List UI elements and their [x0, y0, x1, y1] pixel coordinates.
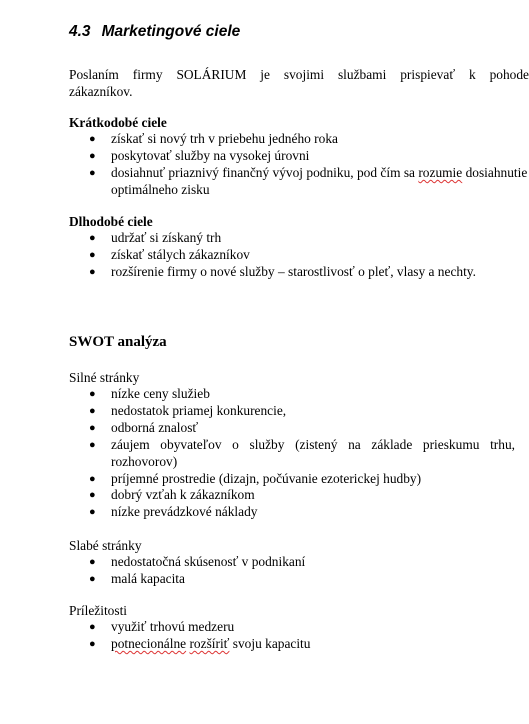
- list-item: ● získať stálych zákazníkov: [89, 246, 250, 262]
- list-item: ● potnecionálne rozšíriť svoju kapacitu: [89, 635, 311, 651]
- long-term-list: [0, 230, 476, 281]
- weaknesses-label: Slabé stránky: [69, 538, 142, 553]
- opportunities-label: Príležitosti: [69, 603, 128, 618]
- short-term-heading: Krátkodobé ciele: [69, 115, 167, 130]
- bullet-icon: ●: [89, 438, 96, 451]
- bullet-icon: ●: [89, 388, 96, 400]
- list-item: ● dosiahnuť priaznivý finančný vývoj podniku, pod čím sa rozumie dosiahnutie optimálneho zisku: [89, 164, 528, 197]
- intro-paragraph-line1: Poslaním firmy SOLÁRIUM je svojimi službami prispievať k pohode: [69, 67, 529, 82]
- list-item: ● poskytovať služby na vysokej úrovni: [89, 147, 310, 163]
- short-term-list: [0, 131, 527, 199]
- bullet-icon: ●: [89, 621, 96, 633]
- spellcheck-word: rozšíriť: [189, 635, 230, 651]
- section-number: 4.3: [69, 23, 91, 40]
- bullet-icon: ●: [89, 232, 96, 244]
- bullet-icon: ●: [89, 149, 96, 162]
- list-item: ● využiť trhovú medzeru: [89, 619, 235, 634]
- spellcheck-word: rozumie: [418, 164, 463, 180]
- long-term-heading: Dlhodobé ciele: [69, 214, 153, 229]
- list-item: ● odborná znalosť: [89, 419, 199, 435]
- list-item: ● udržať si získaný trh: [89, 230, 222, 245]
- opportunities-list: [0, 619, 310, 653]
- list-item: ● malá kapacita: [89, 570, 185, 586]
- list-item: ● záujem obyvateľov o služby (zistený na základe prieskumu trhu, rozhovorov): [89, 436, 515, 469]
- list-item: ● nedostatok priamej konkurencie,: [89, 402, 287, 418]
- bullet-icon: ●: [89, 404, 96, 417]
- section-title: Marketingové ciele: [101, 23, 241, 40]
- strengths-list: [0, 386, 515, 521]
- list-item: ● nízke ceny služieb: [89, 386, 210, 401]
- list-item: ● rozšírenie firmy o nové služby – starostlivosť o pleť, vlasy a nechty.: [89, 263, 476, 279]
- bullet-icon: ●: [89, 265, 96, 278]
- list-item: ● získať si nový trh v priebehu jedného roka: [89, 131, 338, 146]
- bullet-icon: ●: [89, 489, 96, 502]
- swot-heading: SWOT analýza: [69, 334, 167, 350]
- bullet-icon: ●: [89, 133, 96, 145]
- intro-paragraph-line2: zákazníkov.: [69, 84, 133, 99]
- list-item: ● dobrý vzťah k zákazníkom: [89, 487, 255, 503]
- bullet-icon: ●: [89, 506, 96, 519]
- bullet-icon: ●: [89, 248, 96, 261]
- list-item: ● nedostatočná skúsenosť v podnikaní: [89, 554, 306, 569]
- bullet-icon: ●: [89, 637, 96, 650]
- bullet-icon: ●: [89, 166, 96, 179]
- weaknesses-list: [0, 554, 305, 588]
- bullet-icon: ●: [89, 421, 96, 434]
- bullet-icon: ●: [89, 472, 96, 485]
- list-item: ● nízke prevádzkové náklady: [89, 504, 258, 520]
- spellcheck-word: potnecionálne: [111, 635, 187, 651]
- bullet-icon: ●: [89, 556, 96, 568]
- bullet-icon: ●: [89, 572, 96, 585]
- list-item: ● príjemné prostredie (dizajn, počúvanie ezoterickej hudby): [89, 470, 422, 486]
- strengths-label: Silné stránky: [69, 370, 140, 385]
- section-heading: [69, 23, 240, 41]
